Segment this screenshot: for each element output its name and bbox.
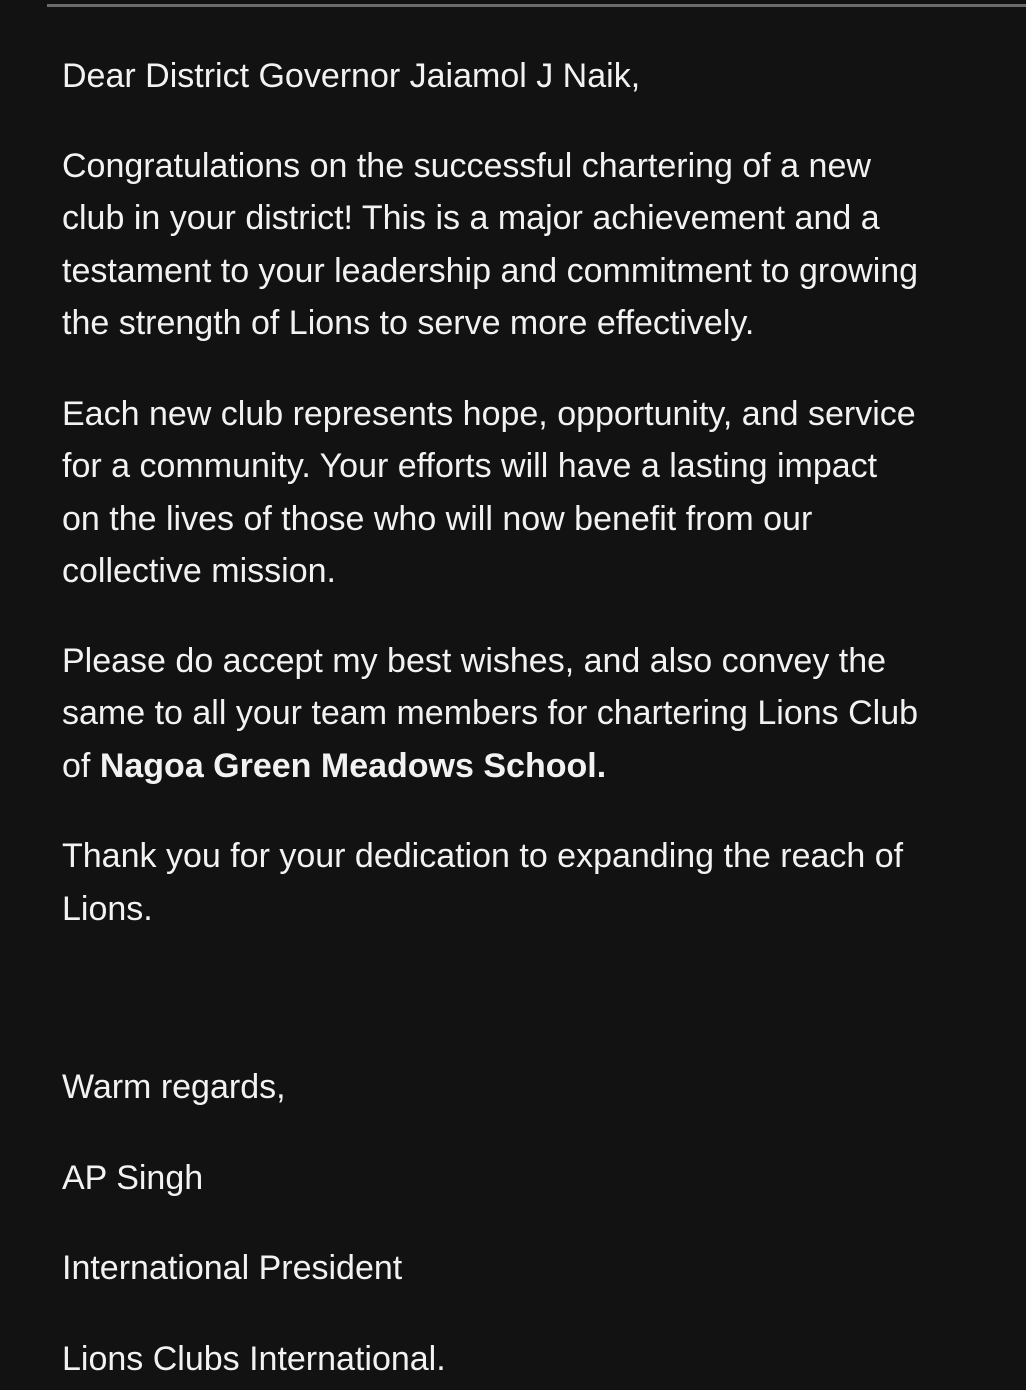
signer-name: AP Singh — [62, 1158, 204, 1197]
paragraph-new-club — [62, 388, 1026, 598]
text-line: club in your district! This is a major achievement and a — [62, 199, 880, 237]
greeting-line: Dear District Governor Jaiamol J Naik, — [62, 57, 641, 95]
text-line: the strength of Lions to serve more effectively. — [62, 304, 755, 342]
text-line: Thank you for your dedication to expanding the reach of — [62, 837, 904, 875]
text-line: collective mission. — [62, 552, 336, 590]
closing-line: Warm regards, — [62, 1068, 286, 1106]
text-prefix: of — [62, 746, 100, 785]
paragraph-thank-you — [62, 830, 1026, 935]
signer-title: International President — [62, 1249, 403, 1287]
club-name: Nagoa Green Meadows School. — [99, 746, 607, 785]
text-line: on the lives of those who will now benefit from our — [62, 499, 813, 538]
text-line: Lions. — [62, 889, 153, 928]
paragraph-best-wishes — [62, 635, 1026, 793]
text-line: same to all your team members for chartering Lions Club — [62, 694, 919, 732]
text-line: testament to your leadership and commitment to growing — [62, 251, 919, 290]
text-line: Each new club represents hope, opportunity, and service — [62, 394, 916, 433]
text-line: Congratulations on the successful chartering of a new — [62, 146, 871, 185]
text-line: Please do accept my best wishes, and also convey the — [62, 641, 887, 680]
paragraph-congratulations — [62, 140, 1026, 350]
email-body — [62, 50, 1026, 1385]
text-line: for a community. Your efforts will have a lasting impact — [62, 447, 878, 485]
text-line — [62, 740, 1026, 793]
top-divider — [47, 4, 1026, 7]
signer-org: Lions Clubs International. — [62, 1339, 446, 1378]
